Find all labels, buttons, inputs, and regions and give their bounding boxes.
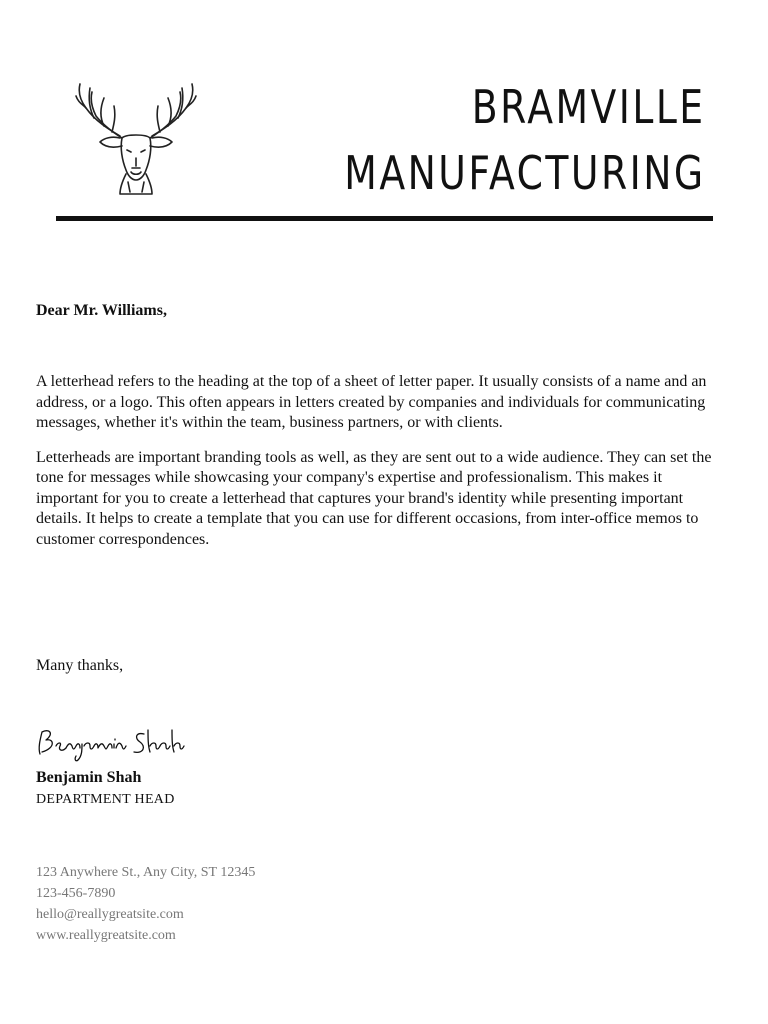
closing: Many thanks, <box>36 657 124 674</box>
company-name-line-2: MANUFACTURING <box>344 146 706 200</box>
signer-title: DEPARTMENT HEAD <box>36 792 175 807</box>
contact-address: 123 Anywhere St., Any City, ST 12345 <box>36 865 256 880</box>
deer-head-icon <box>74 78 198 196</box>
contact-info <box>36 862 255 946</box>
handwritten-signature <box>36 724 186 764</box>
letter-body <box>36 372 726 564</box>
salutation: Dear Mr. Williams, <box>36 302 167 319</box>
body-paragraph-1: A letterhead refers to the heading at the top of a sheet of letter paper. It usually consists of a name and an address, or a logo. This often appears in letters created by companies and individuals for communicating messages, whether it's within the team, business partners, or with clients. <box>36 373 707 431</box>
contact-phone: 123-456-7890 <box>36 886 116 901</box>
body-paragraph-2: Letterheads are important branding tools as well, as they are sent out to a wide audience. They can set the tone for messages while showcasing your company's expertise and professionalism. This makes it important for you to create a letterhead that captures your brand's identity while presenting important details. It helps to create a template that you can use for different occasions, from inter-office memos to customer correspondences. <box>36 448 712 548</box>
signer-name: Benjamin Shah <box>36 769 142 786</box>
contact-website: www.reallygreatsite.com <box>36 928 176 943</box>
company-name-line-1: BRAMVILLE <box>472 80 706 134</box>
company-name <box>345 74 706 206</box>
contact-email: hello@reallygreatsite.com <box>36 907 184 922</box>
header-divider <box>56 216 713 221</box>
